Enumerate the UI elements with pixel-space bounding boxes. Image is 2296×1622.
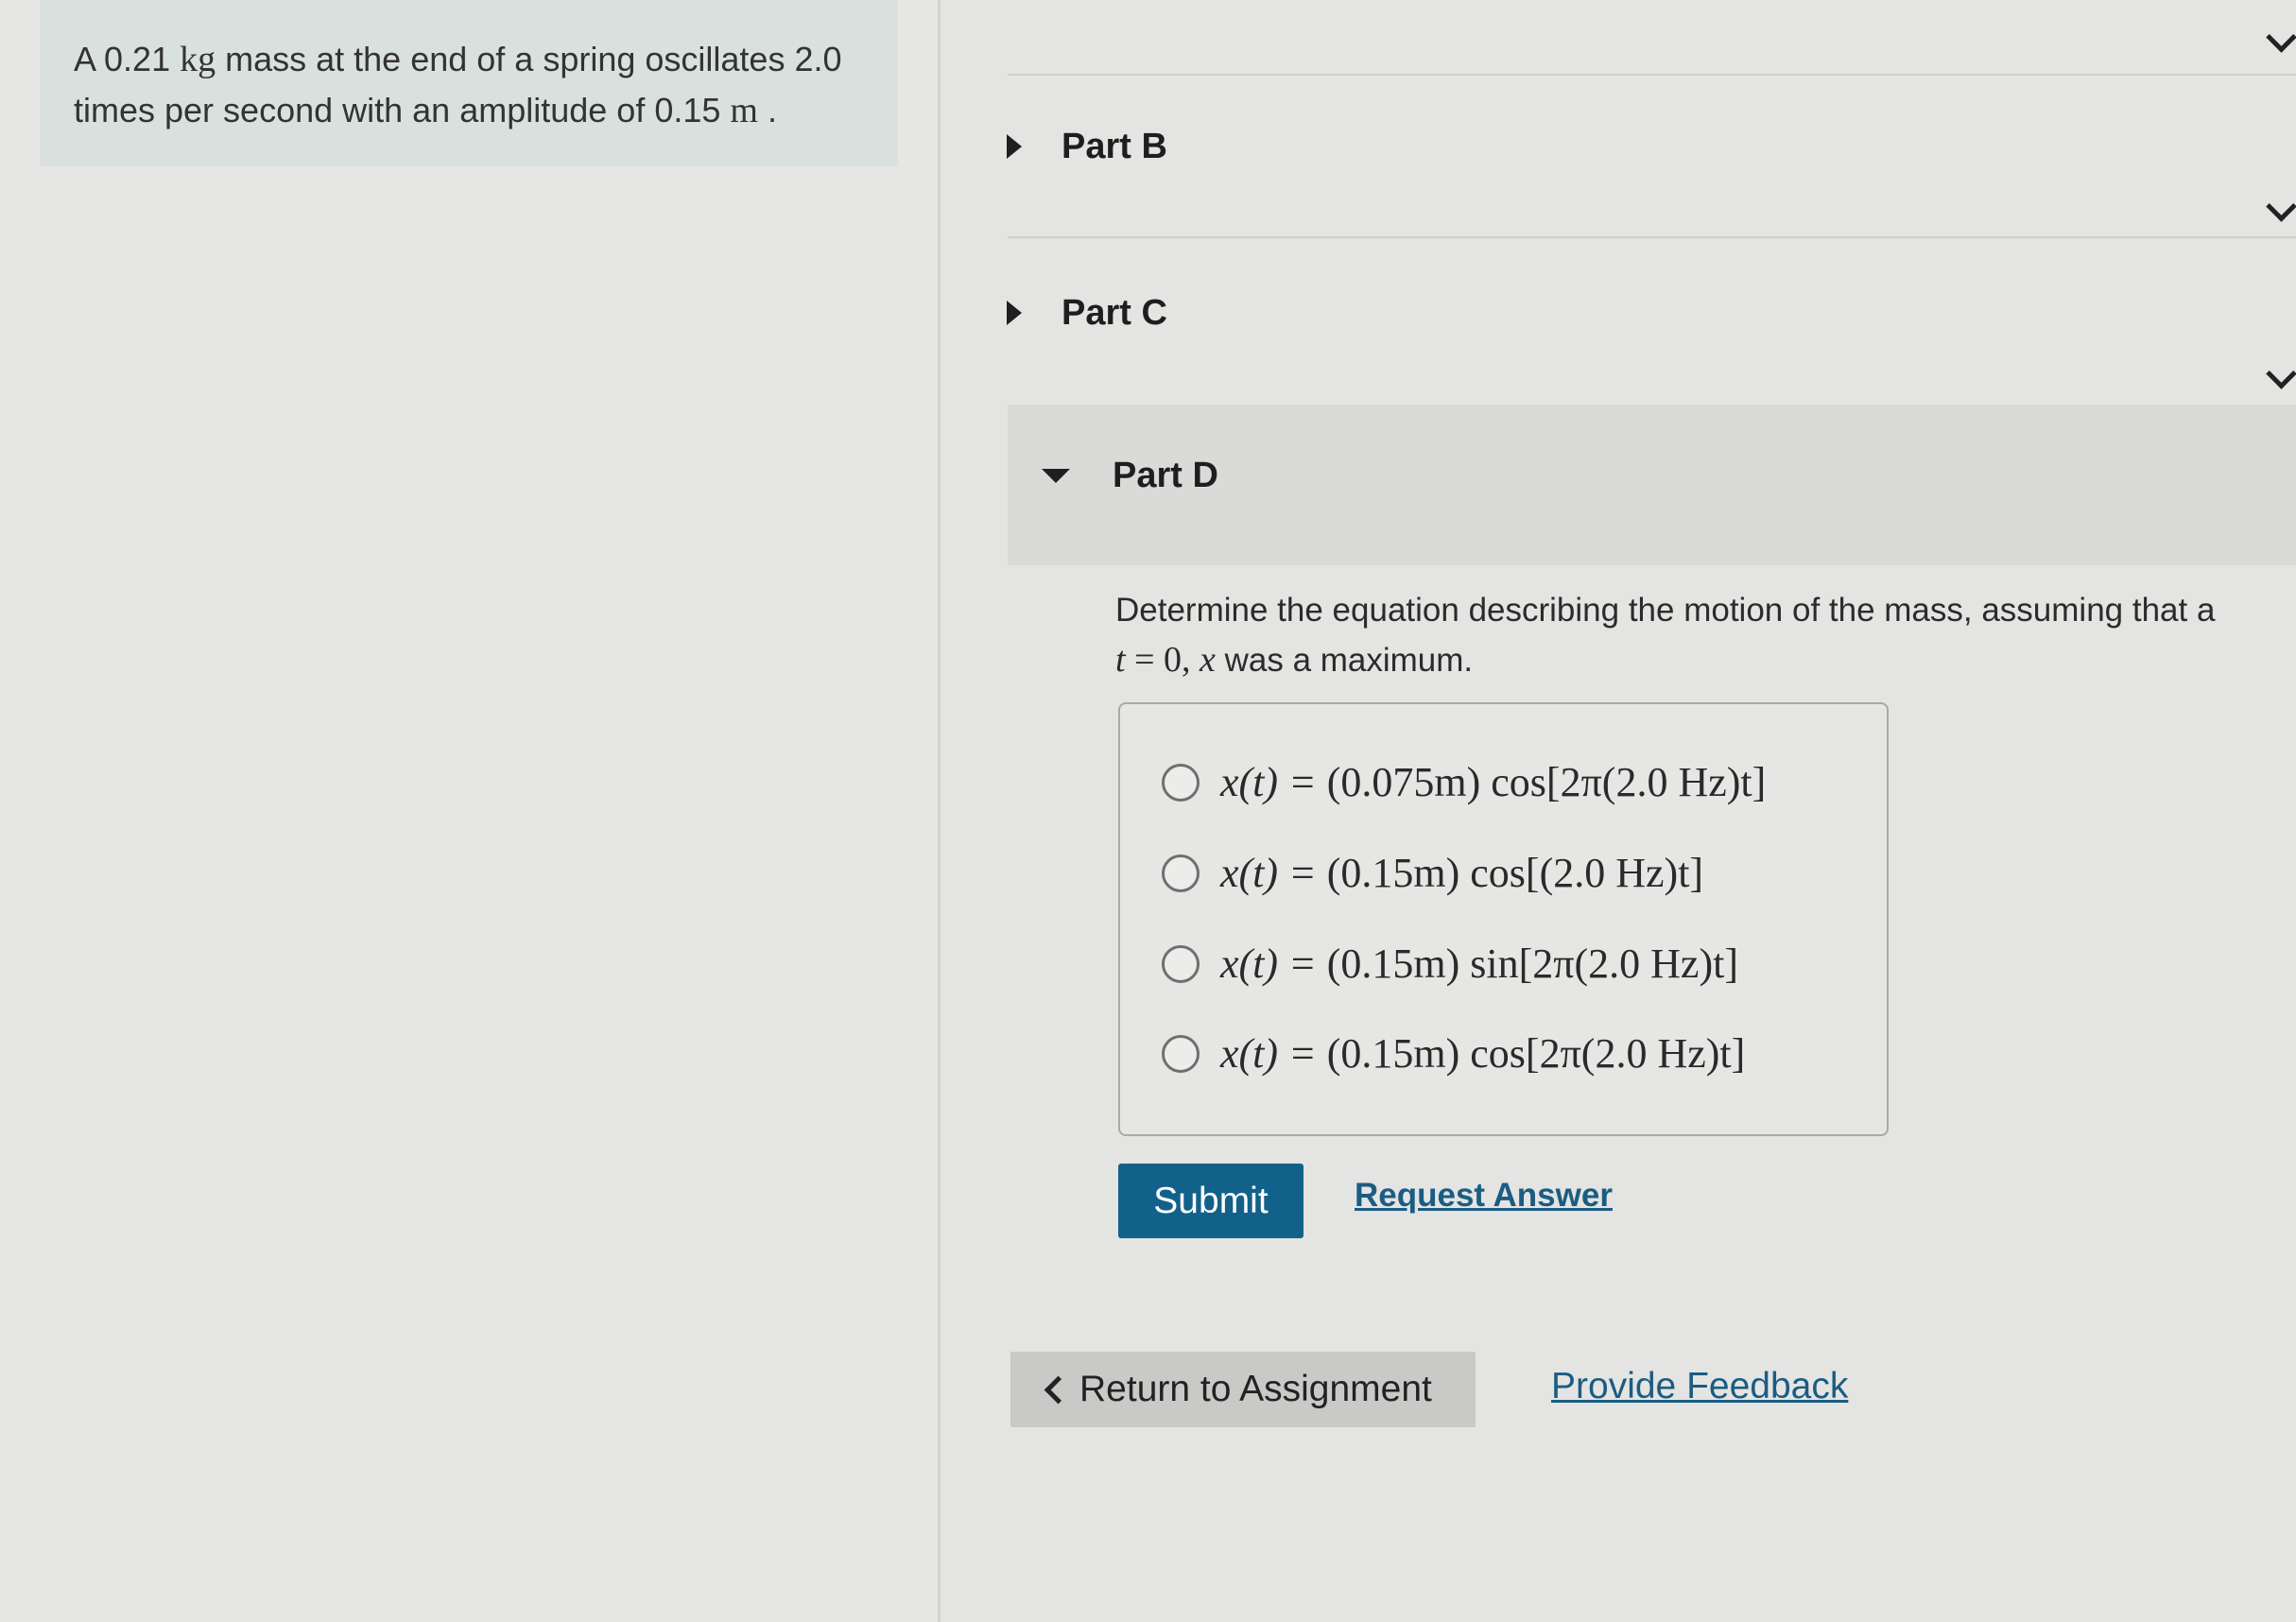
problem-text-d: . bbox=[767, 91, 777, 129]
triangle-down-icon bbox=[1042, 469, 1070, 483]
question-rest: was a maximum. bbox=[1215, 642, 1474, 679]
option-2[interactable] bbox=[1162, 849, 1703, 897]
part-d-label: Part D bbox=[1113, 455, 1218, 495]
radio-button[interactable] bbox=[1162, 854, 1200, 892]
submit-button[interactable]: Submit bbox=[1118, 1164, 1303, 1238]
option-1-rhs: (0.075m) cos[2π(2.0 Hz)t] bbox=[1326, 759, 1767, 805]
question-var-x: x bbox=[1200, 640, 1216, 680]
option-1[interactable] bbox=[1162, 758, 1766, 806]
divider-top bbox=[1008, 74, 2296, 76]
radio-button[interactable] bbox=[1162, 764, 1200, 802]
problem-text-a: A 0.21 bbox=[74, 40, 171, 78]
triangle-right-icon bbox=[1007, 134, 1022, 159]
problem-unit-kg: kg bbox=[180, 40, 216, 79]
return-to-assignment-button[interactable] bbox=[1010, 1352, 1476, 1427]
problem-statement bbox=[40, 0, 898, 166]
return-label: Return to Assignment bbox=[1079, 1369, 1432, 1409]
divider-part-b bbox=[1008, 236, 2296, 238]
option-2-rhs: (0.15m) cos[(2.0 Hz)t] bbox=[1326, 850, 1704, 896]
option-3[interactable] bbox=[1162, 940, 1738, 988]
part-b-header[interactable] bbox=[1007, 128, 2296, 165]
chevron-left-icon bbox=[1044, 1375, 1073, 1404]
option-1-lhs: x(t) = bbox=[1220, 759, 1327, 805]
part-b-label: Part B bbox=[1062, 126, 1167, 166]
radio-button[interactable] bbox=[1162, 945, 1200, 983]
question-eq: = 0, bbox=[1125, 640, 1200, 680]
part-c-label: Part C bbox=[1062, 292, 1167, 333]
option-4[interactable] bbox=[1162, 1029, 1745, 1078]
answer-options bbox=[1118, 702, 1889, 1136]
problem-unit-m: m bbox=[730, 91, 758, 130]
provide-feedback-link[interactable]: Provide Feedback bbox=[1551, 1366, 1849, 1406]
problem-pane bbox=[0, 0, 938, 1622]
question-line-2 bbox=[1115, 635, 2296, 685]
question-text bbox=[1115, 586, 2296, 685]
triangle-right-icon bbox=[1007, 301, 1022, 325]
problem-text-b: mass at the end of a spring oscillates 2.0 bbox=[225, 40, 842, 78]
request-answer-link[interactable]: Request Answer bbox=[1355, 1177, 1613, 1214]
question-var-t: t bbox=[1115, 640, 1126, 680]
option-4-lhs: x(t) = bbox=[1220, 1030, 1327, 1077]
option-2-lhs: x(t) = bbox=[1220, 850, 1327, 896]
problem-text-c: times per second with an amplitude of 0.15 bbox=[74, 91, 721, 129]
option-3-lhs: x(t) = bbox=[1220, 940, 1327, 987]
option-4-rhs: (0.15m) cos[2π(2.0 Hz)t] bbox=[1326, 1030, 1746, 1077]
question-line-1: Determine the equation describing the motion of the mass, assuming that a bbox=[1115, 592, 2216, 629]
radio-button[interactable] bbox=[1162, 1035, 1200, 1073]
part-d-title-row[interactable] bbox=[1042, 457, 2296, 494]
option-3-rhs: (0.15m) sin[2π(2.0 Hz)t] bbox=[1326, 940, 1738, 987]
part-c-header[interactable] bbox=[1007, 294, 2296, 332]
